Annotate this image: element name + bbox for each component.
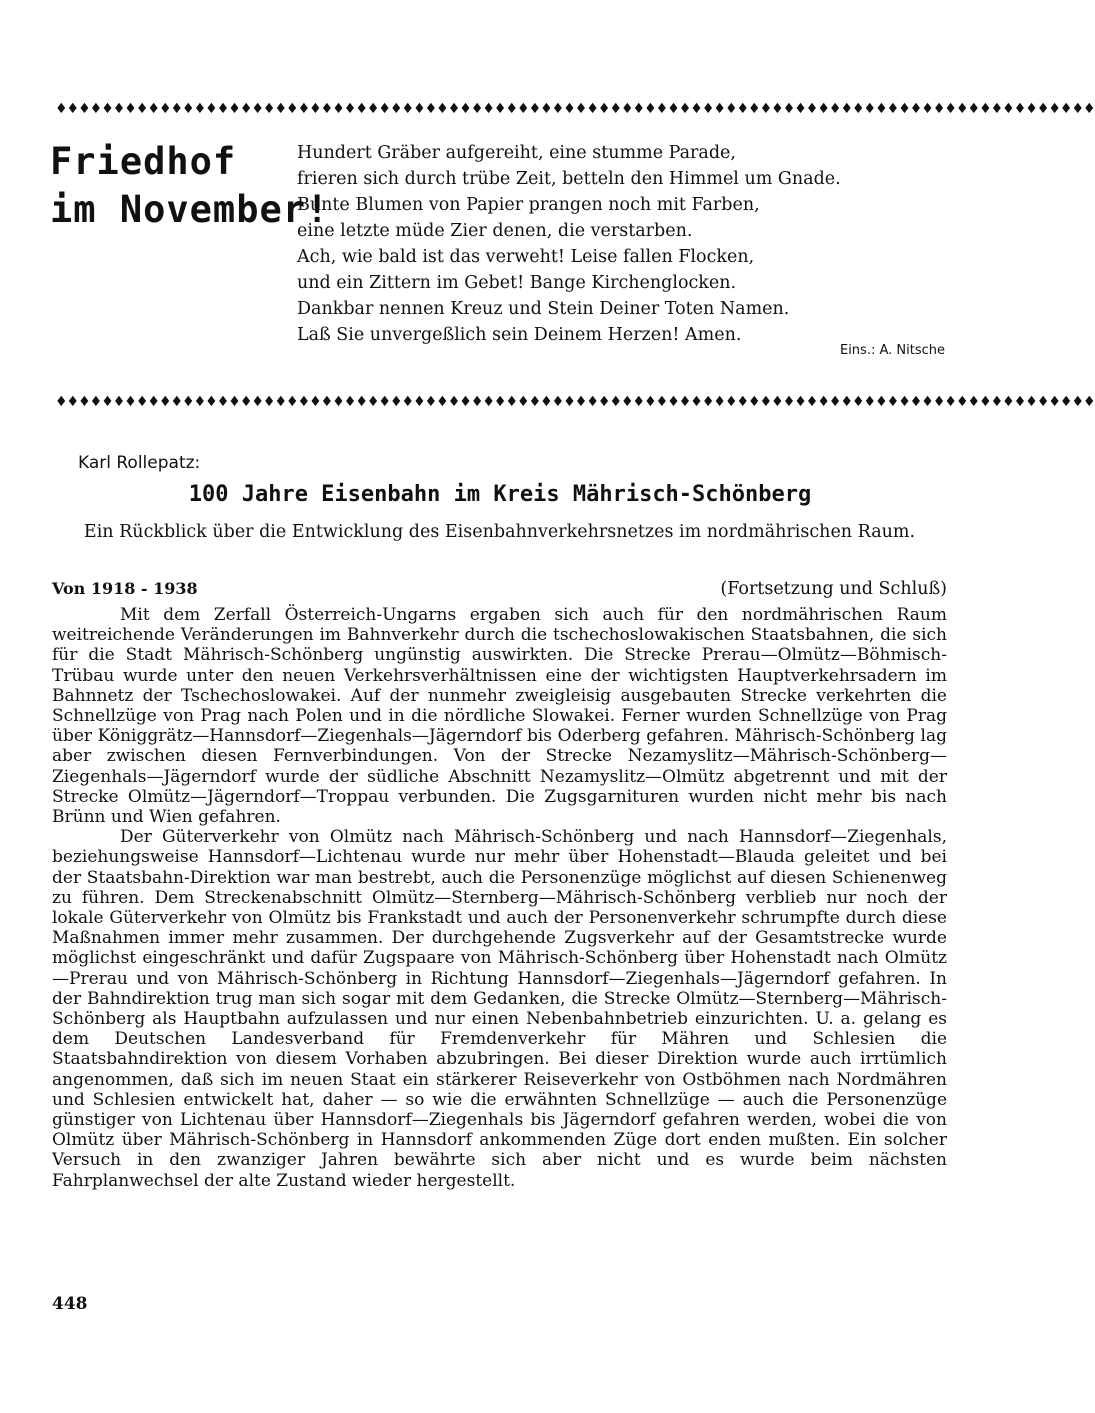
poem-line: eine letzte müde Zier denen, die verstarben. — [297, 221, 693, 241]
poem-line: frieren sich durch trübe Zeit, betteln den Himmel um Gnade. — [297, 169, 841, 189]
ornamental-divider-top: ♦♦♦♦♦♦♦♦♦♦♦♦♦♦♦♦♦♦♦♦♦♦♦♦♦♦♦♦♦♦♦♦♦♦♦♦♦♦♦♦♦♦♦♦♦♦♦♦♦♦♦♦♦♦♦♦♦♦♦♦♦♦♦♦♦♦♦♦♦♦♦♦♦♦♦♦♦♦♦♦♦♦♦♦♦♦♦♦♦♦ — [55, 101, 1095, 117]
poem-attribution: Eins.: A. Nitsche — [839, 343, 945, 358]
poem-line: Bunte Blumen von Papier prangen noch mit Farben, — [297, 195, 760, 215]
article-subtitle: Ein Rückblick über die Entwicklung des Eisenbahnverkehrsnetzes im nordmährischen Raum. — [83, 522, 916, 542]
poem-line: Dankbar nennen Kreuz und Stein Deiner Toten Namen. — [297, 299, 790, 319]
poem-title-line-1: Friedhof — [50, 140, 237, 183]
poem-line: und ein Zittern im Gebet! Bange Kirchenglocken. — [297, 273, 737, 293]
poem-title-line-2: im November! — [50, 188, 330, 231]
poem-text — [297, 140, 947, 348]
page-number: 448 — [52, 1294, 88, 1314]
section-header-row — [52, 579, 947, 599]
ornamental-divider-bottom: ♦♦♦♦♦♦♦♦♦♦♦♦♦♦♦♦♦♦♦♦♦♦♦♦♦♦♦♦♦♦♦♦♦♦♦♦♦♦♦♦♦♦♦♦♦♦♦♦♦♦♦♦♦♦♦♦♦♦♦♦♦♦♦♦♦♦♦♦♦♦♦♦♦♦♦♦♦♦♦♦♦♦♦♦♦♦♦♦♦♦ — [55, 394, 1095, 410]
section-heading: Von 1918 - 1938 — [52, 579, 198, 598]
article-paragraph: Mit dem Zerfall Österreich-Ungarns ergaben sich auch für den nordmährischen Raum weitreichende Veränderungen im Bahnverkehr durch die tschechoslowakischen Staatsbahnen, die sich für die Stadt Mährisch-Schönberg ungünstig auswirkten. Die Strecke Prerau—Olmütz—Böhmisch-Trübau wurde unter den neuen Verkehrsverhältnissen eine der wichtigsten Hauptverkehrsadern im Bahnnetz der Tschechoslowakei. Auf der nunmehr zweigleisig ausgebauten Strecke verkehrten die Schnellzüge von Prag nach Polen und in die nördliche Slowakei. Ferner wurden Schnellzüge von Prag über Königgrätz—Hannsdorf—Ziegenhals—Jägerndorf bis Oderberg gefahren. Mährisch-Schönberg lag aber zwischen diesen Fernverbindungen. Von der Strecke Nezamyslitz—Mährisch-Schönberg—Ziegenhals—Jägerndorf wurde der südliche Abschnitt Nezamyslitz—Olmütz abgetrennt und mit der Strecke Olmütz—Jägerndorf—Troppau verbunden. Die Zugsgarnituren wurden nicht mehr bis nach Brünn und Wien gefahren. — [52, 605, 947, 828]
poem-title — [50, 138, 329, 234]
poem-line: Ach, wie bald ist das verweht! Leise fallen Flocken, — [297, 247, 755, 267]
article-body — [52, 605, 947, 1191]
article-author: Karl Rollepatz: — [78, 453, 201, 473]
poem-line: Hundert Gräber aufgereiht, eine stumme Parade, — [297, 143, 736, 163]
article-headline: 100 Jahre Eisenbahn im Kreis Mährisch-Schönberg — [188, 482, 812, 507]
poem-line: Laß Sie unvergeßlich sein Deinem Herzen! Amen. — [297, 325, 742, 345]
continuation-note: (Fortsetzung und Schluß) — [720, 579, 947, 599]
article-paragraph: Der Güterverkehr von Olmütz nach Mährisch-Schönberg und nach Hannsdorf—Ziegenhals, beziehungsweise Hannsdorf—Lichtenau wurde nur mehr über Hohenstadt—Blauda geleitet und bei der Staatsbahn-Direktion war man bestrebt, auch die Personenzüge möglichst auf diesen Schienenweg zu führen. Dem Streckenabschnitt Olmütz—Sternberg—Mährisch-Schönberg verblieb nur noch der lokale Güterverkehr von Olmütz bis Frankstadt und auch der Personenverkehr schrumpfte durch diese Maßnahmen immer mehr zusammen. Der durchgehende Zugsverkehr auf der Gesamtstrecke wurde möglichst eingeschränkt und dafür Zugspaare von Mährisch-Schönberg über Hohenstadt nach Olmütz—Prerau und von Mährisch-Schönberg in Richtung Hannsdorf—Ziegenhals—Jägerndorf gefahren. In der Bahndirektion trug man sich sogar mit dem Gedanken, die Strecke Olmütz—Sternberg—Mährisch-Schönberg als Hauptbahn aufzulassen und nur einen Nebenbahnbetrieb einzurichten. U. a. gelang es dem Deutschen Landesverband für Fremdenverkehr für Mähren und Schlesien die Staatsbahndirektion von diesem Vorhaben abzubringen. Bei dieser Direktion wurde auch irrtümlich angenommen, daß sich im neuen Staat ein stärkerer Reiseverkehr von Ostböhmen nach Nordmähren und Schlesien entwickelt hat, daher — so wie die erwähnten Schnellzüge — auch die Personenzüge günstiger von Lichtenau über Hannsdorf—Ziegenhals bis Jägerndorf gefahren werden, wobei die von Olmütz über Mährisch-Schönberg in Hannsdorf ankommenden Züge dort enden mußten. Ein solcher Versuch in den zwanziger Jahren bewährte sich aber nicht und es wurde beim nächsten Fahrplanwechsel der alte Zustand wieder hergestellt. — [52, 827, 947, 1191]
